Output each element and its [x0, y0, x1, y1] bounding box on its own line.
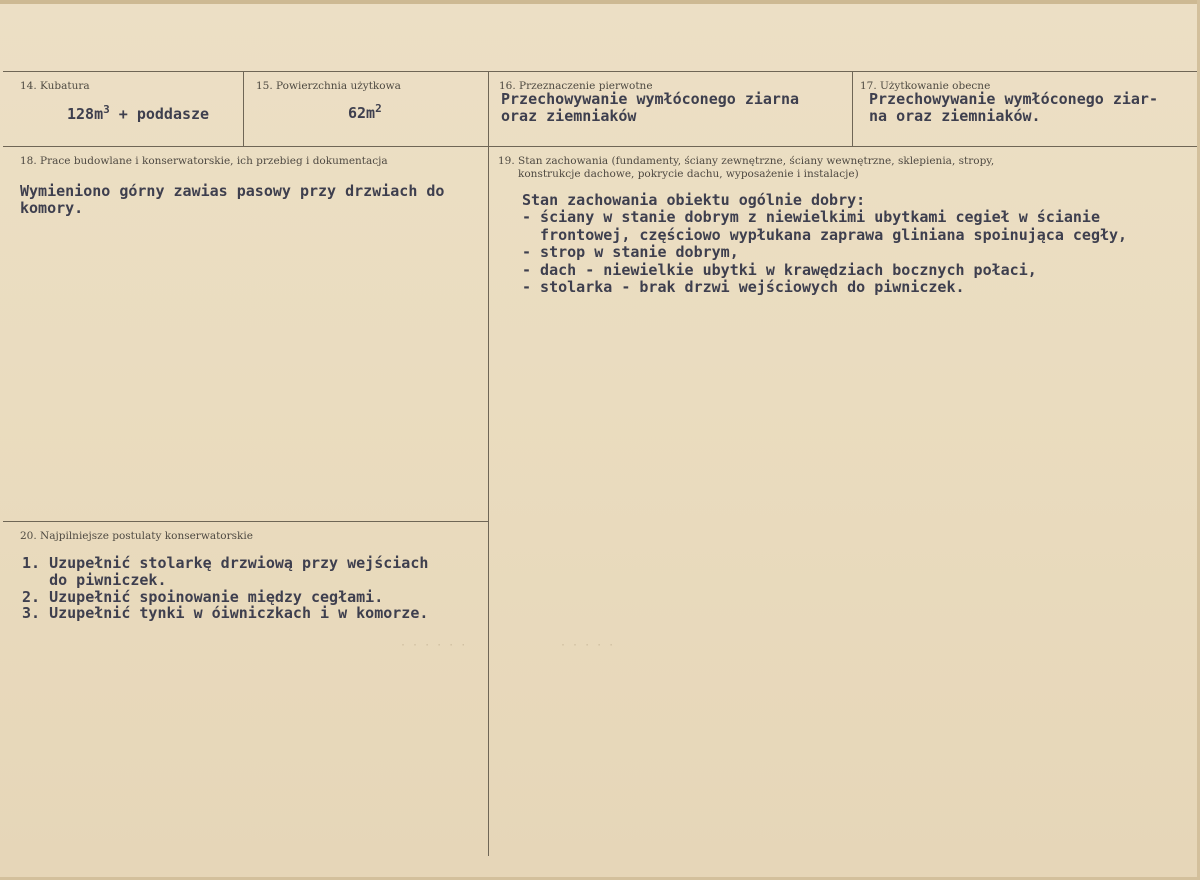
powierzchnia-exponent: 2: [375, 102, 382, 115]
field-14-value: [67, 101, 209, 123]
field-19-line-1: Stan zachowania obiektu ogólnie dobry:: [522, 191, 866, 209]
field-20-label: 20. Najpilniejsze postulaty konserwatorskie: [20, 530, 253, 542]
field-19-line-6: - stolarka - brak drzwi wejściowych do piwniczek.: [522, 278, 965, 296]
section-18-20-divider: [3, 521, 488, 522]
field-17-label: 17. Użytkowanie obecne: [860, 80, 991, 92]
main-column-divider: [488, 146, 489, 856]
divider-15-16: [488, 71, 489, 146]
bleed-through-mark: · · · · · ·: [400, 640, 467, 651]
field-19-label-line-2: konstrukcje dachowe, pokrycie dachu, wyposażenie i instalacje): [518, 168, 859, 180]
top-row-lower-border: [3, 146, 1197, 147]
field-16-label: 16. Przeznaczenie pierwotne: [499, 80, 653, 92]
field-14-label: 14. Kubatura: [20, 80, 90, 92]
kubatura-number: 128m: [67, 105, 104, 123]
kubatura-suffix: + poddasze: [109, 105, 210, 123]
field-19-line-3: frontowej, częściowo wypłukana zaprawa gliniana spoinująca cegły,: [522, 226, 1128, 244]
field-15-label: 15. Powierzchnia użytkowa: [256, 80, 401, 92]
field-19-line-5: - dach - niewielkie ubytki w krawędziach bocznych połaci,: [522, 261, 1037, 279]
field-19-line-2: - ściany w stanie dobrym z niewielkimi ubytkami cegieł w ścianie: [522, 208, 1100, 226]
field-18-line-2: komory.: [20, 199, 84, 217]
field-18-line-1: Wymieniono górny zawias pasowy przy drzwiach do: [20, 182, 445, 200]
field-17-line-2: na oraz ziemniaków.: [869, 107, 1041, 125]
field-20-line-4: 3. Uzupełnić tynki w óiwniczkach i w komorze.: [22, 604, 429, 622]
powierzchnia-number: 62m: [348, 104, 376, 122]
field-20-line-1: 1. Uzupełnić stolarkę drzwiową przy wejściach: [22, 554, 429, 572]
field-19-line-4: - strop w stanie dobrym,: [522, 243, 739, 261]
top-row-upper-border: [3, 71, 1197, 72]
field-17-line-1: Przechowywanie wymłóconego ziar-: [869, 90, 1158, 108]
field-20-line-2: do piwniczek.: [22, 571, 167, 589]
field-16-line-2: oraz ziemniaków: [501, 107, 637, 125]
kubatura-exponent: 3: [103, 103, 110, 116]
divider-14-15: [243, 71, 244, 146]
field-19-label-line-1: 19. Stan zachowania (fundamenty, ściany zewnętrzne, ściany wewnętrzne, sklepienia, stropy,: [498, 155, 995, 167]
card-top-edge: [0, 0, 1200, 4]
divider-16-17: [852, 71, 853, 146]
field-20-line-3: 2. Uzupełnić spoinowanie między cegłami.: [22, 588, 384, 606]
bleed-through-mark: · · · · ·: [560, 640, 615, 651]
field-16-line-1: Przechowywanie wymłóconego ziarna: [501, 90, 800, 108]
field-15-value: [348, 100, 382, 122]
field-18-label: 18. Prace budowlane i konserwatorskie, ich przebieg i dokumentacja: [20, 155, 388, 167]
